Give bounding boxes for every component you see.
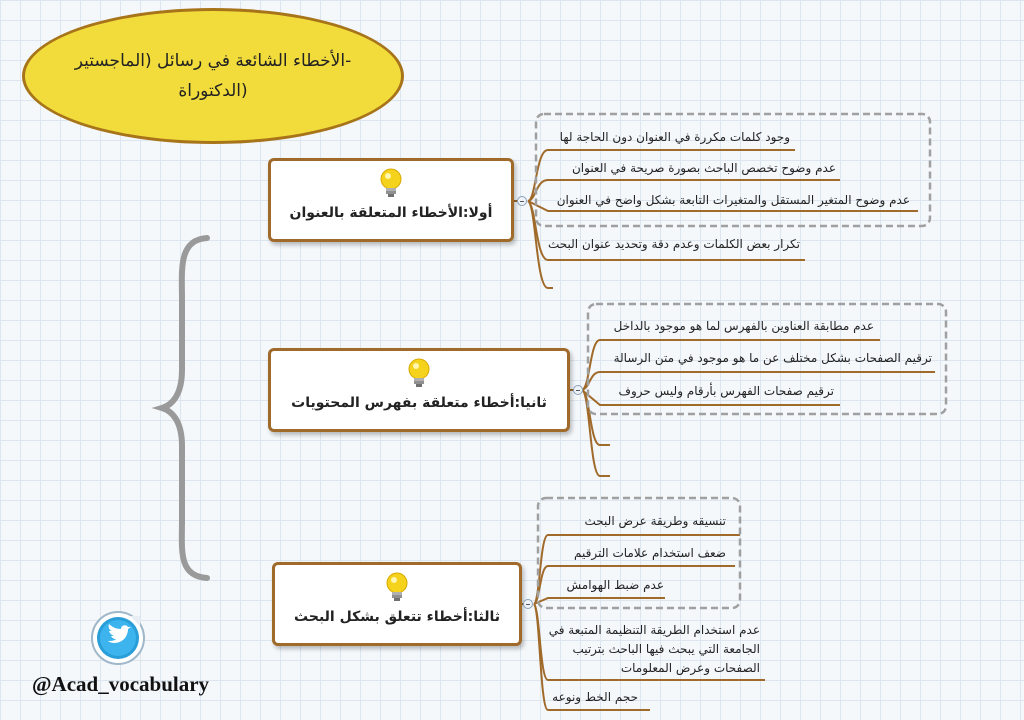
topic-contents-index-errors[interactable] bbox=[268, 348, 570, 432]
leaf-item[interactable]: تنسيقه وطريقة عرض البحث bbox=[584, 514, 726, 528]
topic-label: أولا:الأخطاء المتعلقة بالعنوان bbox=[289, 205, 493, 221]
leaf-item[interactable]: حجم الخط ونوعه bbox=[552, 690, 638, 704]
leaf-item[interactable]: عدم ضبط الهوامش bbox=[566, 578, 664, 592]
lightbulb-icon bbox=[406, 357, 432, 389]
collapse-toggle[interactable] bbox=[523, 599, 533, 609]
collapse-toggle[interactable] bbox=[517, 196, 527, 206]
leaf-item[interactable]: ترقيم صفحات الفهرس بأرقام وليس حروف bbox=[618, 384, 834, 398]
twitter-handle[interactable]: @Acad_vocabulary bbox=[32, 672, 210, 696]
central-title[interactable] bbox=[22, 8, 404, 144]
leaf-item[interactable]: وجود كلمات مكررة في العنوان دون الحاجة لها bbox=[559, 130, 790, 144]
leaf-item[interactable]: ترقيم الصفحات بشكل مختلف عن ما هو موجود في متن الرسالة bbox=[613, 351, 932, 365]
topic-research-format-errors[interactable] bbox=[272, 562, 522, 646]
topic-label: ثانيا:أخطاء متعلقة بفهرس المحتويات bbox=[291, 395, 547, 411]
leaf-item[interactable]: عدم وضوح المتغير المستقل والمتغيرات التابعة بشكل واضح في العنوان bbox=[556, 193, 910, 207]
leaf-item[interactable]: عدم استخدام الطريقة التنظيمة المتبعة في الجامعة التي يبحث فيها الباحث بترتيب الصفحات وعرض المعلومات bbox=[548, 623, 760, 675]
topic-title-errors[interactable] bbox=[268, 158, 514, 242]
curly-brace bbox=[162, 238, 207, 578]
central-title-text: -الأخطاء الشائعة في رسائل (الماجستير (الدكتوراة bbox=[74, 51, 352, 101]
leaf-item[interactable]: ضعف استخدام علامات الترقيم bbox=[574, 546, 726, 560]
lightbulb-icon bbox=[378, 167, 404, 199]
leaf-item[interactable]: عدم مطابقة العناوين بالفهرس لما هو موجود بالداخل bbox=[613, 319, 874, 333]
leaf-item[interactable]: تكرار بعض الكلمات وعدم دقة وتحديد عنوان البحث bbox=[547, 237, 800, 251]
topic-label: ثالثا:أخطاء تتعلق بشكل البحث bbox=[294, 609, 500, 625]
collapse-toggle[interactable] bbox=[573, 385, 583, 395]
lightbulb-icon bbox=[384, 571, 410, 603]
leaf-item[interactable]: عدم وضوح تخصص الباحث بصورة صريحة في العنوان bbox=[571, 161, 836, 175]
twitter-bird-icon[interactable] bbox=[90, 610, 146, 666]
